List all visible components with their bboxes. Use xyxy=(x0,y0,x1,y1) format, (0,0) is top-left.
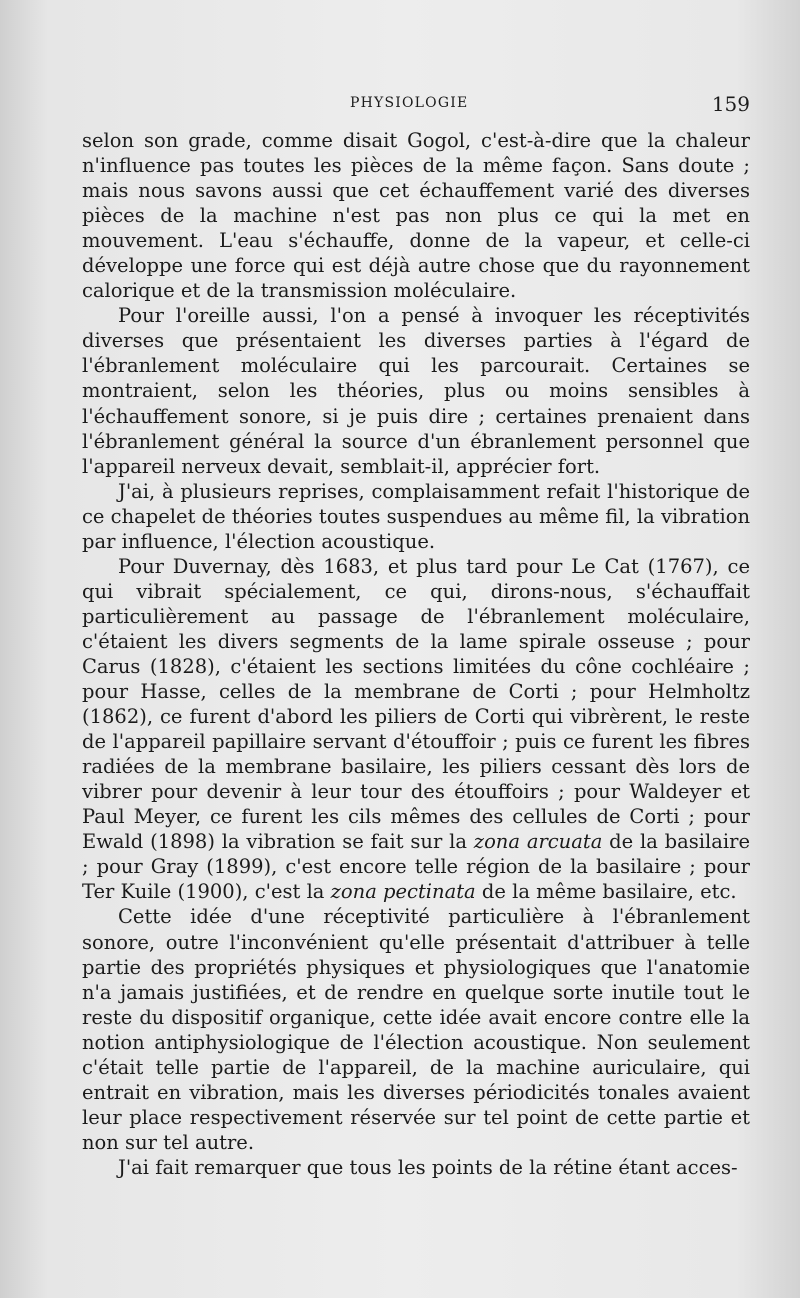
paragraph-4-text-a: Pour Duvernay, dès 1683, et plus tard pour Le Cat (1767), ce qui vibrait spécialement, ce qui, dirons-nous, s'échauffait particulièrement au passage de l'ébranlement moléculaire, c'étaient les divers segments de la lame spirale osseuse ; pour Carus (1828), c'étaient les sections limitées du cône cochléaire ; pour Hasse, celles de la membrane de Corti ; pour Helmholtz (1862), ce furent d'abord les piliers de Corti qui vibrèrent, le reste de l'appareil papillaire servant d'étouffoir ; puis ce furent les fibres radiées de la membrane basilaire, les piliers cessant dès lors de vibrer pour devenir à leur tour des étouffoirs ; pour Waldeyer et Paul Meyer, ce furent les cils mêmes des cellules de Corti ; pour Ewald (1898) la vibration se fait sur la xyxy=(82,554,750,854)
paragraph-4-text-b: de la basilaire ; pour Gray (1899), c'est encore telle région de la basilaire ; pour Ter Kuile (1900), c'est la xyxy=(82,830,750,904)
running-title: PHYSIOLOGIE xyxy=(350,95,469,111)
paragraph-2: Pour l'oreille aussi, l'on a pensé à invoquer les réceptivités diverses que présentaient les diverses parties à l'égard de l'ébranlement moléculaire qui les parcourait. Certaines se montraient, selon les théories, plus ou moins sensibles à l'échauffement sonore, si je puis dire ; certaines prenaient dans l'ébranlement général la source d'un ébranlement personnel que l'appareil nerveux devait, semblait-il, apprécier fort. xyxy=(82,304,750,478)
paragraph-4-text-c: de la même basilaire, etc. xyxy=(475,880,737,904)
page-header xyxy=(0,92,800,122)
term-zona-pectinata: zona pectinata xyxy=(330,880,476,904)
paragraph-6: J'ai fait remarquer que tous les points de la rétine étant acces- xyxy=(118,1155,738,1179)
paragraph-5: Cette idée d'une réceptivité particulière à l'ébranlement sonore, outre l'inconvénient qu'elle présentait d'attribuer à telle partie des propriétés physiques et physiologiques que l'anatomie n'a jamais justifiées, et de rendre en quelque sorte inutile tout le reste du dispositif organique, cette idée avait encore contre elle la notion antiphysiologique de l'élection acoustique. Non seulement c'était telle partie de l'appareil, de la machine auriculaire, qui entrait en vibration, mais les diverses périodicités tonales avaient leur place respectivement réservée sur tel point de cette partie et non sur tel autre. xyxy=(82,905,750,1154)
paragraph-4 xyxy=(82,554,750,905)
page-number: 159 xyxy=(711,92,750,116)
paragraph-3: J'ai, à plusieurs reprises, complaisamment refait l'historique de ce chapelet de théories toutes suspendues au même fil, la vibration par influence, l'élection acoustique. xyxy=(82,479,750,553)
term-zona-arcuata: zona arcuata xyxy=(473,830,603,854)
body-text xyxy=(82,128,750,1180)
paragraph-1: selon son grade, comme disait Gogol, c'est-à-dire que la chaleur n'influence pas toutes les pièces de la même façon. Sans doute ; mais nous savons aussi que cet échauffement varié des diverses pièces de la machine n'est pas non plus ce qui la met en mouvement. L'eau s'échauffe, donne de la vapeur, et celle-ci développe une force qui est déjà autre chose que du rayonnement calorique et de la transmission moléculaire. xyxy=(82,129,750,303)
